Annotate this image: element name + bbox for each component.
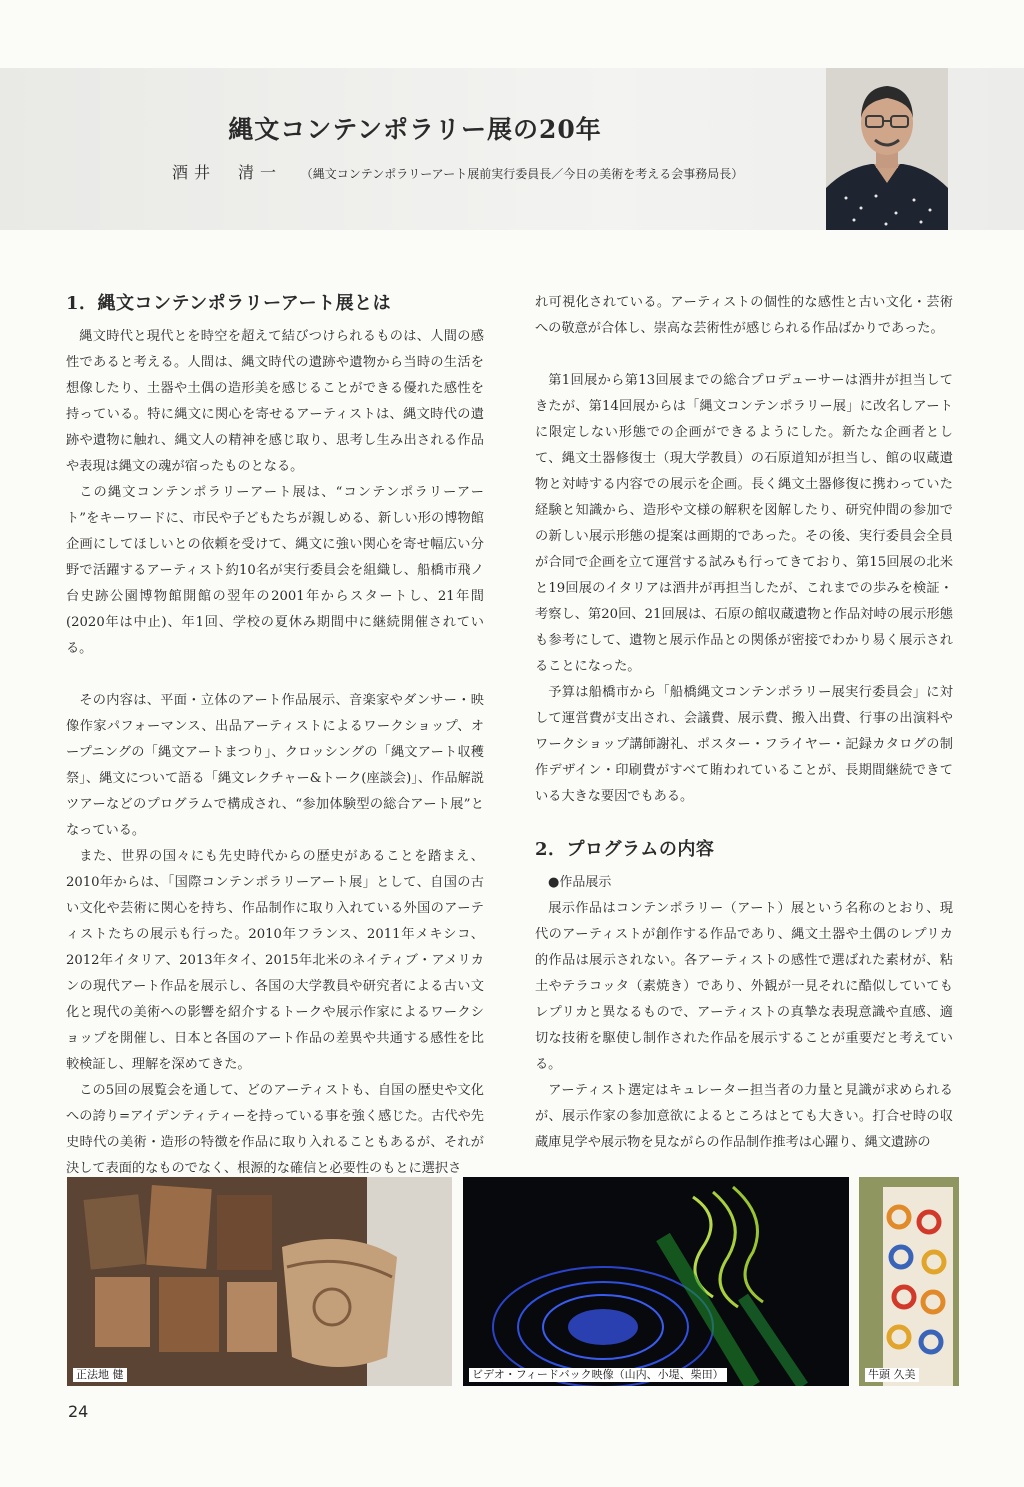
section2-subheading: ●作品展示 — [548, 875, 612, 890]
section2-paragraph: 展示作品はコンテンポラリー（アート）展という名称のとおり、現代のアーティストが創作する作品であり、縄文土器や土偶のレプリカ的作品は展示されない。各アーティストの感性で選ばれた素材が、粘土やテラコッタ（素焼き）であり、外観が一見それに酷似していてもレプリカと異なるもので、アーティストの真摯な表現意識や直感、適切な技術を駆使し制作された作品を展示することが重要だと考えている。 — [535, 901, 953, 1072]
author-role: （縄文コンテンポラリーアート展前実行委員長／今日の美術を考える会事務局長） — [300, 167, 744, 181]
section1-heading: 1．縄文コンテンポラリーアート展とは — [66, 293, 392, 314]
author-portrait — [826, 68, 948, 230]
author-name: 酒井 清一 — [172, 163, 283, 182]
photo-video-feedback — [463, 1177, 849, 1386]
section1-paragraph: この縄文コンテンポラリーアート展は、“コンテンポラリーアート”をキーワードに、市民や子どもたちが親しめる、新しい形の博物館企画にしてほしいとの依頼を受けて、縄文に強い関心を寄せ幅広い分野で活躍するアーティスト約10名が実行委員会を組織し、船橋市飛ノ台史跡公園博物館開館の翌年の2001年からスタートし、21年間(2020年は中止)、年1回、学校の夏休み期間中に継続開催されている。 — [66, 485, 484, 656]
photo-pottery-installation — [67, 1177, 452, 1386]
photo-caption: ビデオ・フィードバック映像（山内、小堤、柴田） — [469, 1368, 727, 1382]
right-column — [535, 290, 953, 1156]
article-title: 縄文コンテンポラリー展の20年 — [228, 115, 602, 144]
right-paragraph: 第1回展から第13回展までの総合プロデューサーは酒井が担当してきたが、第14回展からは「縄文コンテンポラリー展」に改名しアートに限定しない形態での企画ができるようにした。新たな企画者として、縄文土器修復士（現大学教員）の石原道知が担当し、館の収蔵遺物と対峙する内容での展示を企画。長く縄文土器修復に携わっていた経験と知識から、造形や文様の解釈を図解したり、研究仲間の参加での新しい展示形態の提案は画期的であった。その後、実行委員会全員が合同で企画を立て運営する試みも行ってきており、第15回展の北米と19回展のイタリアは酒井が再担当したが、これまでの歩みを検証・考察し、第20回、21回展は、石原の館収蔵遺物と作品対峙の展示形態も参考にして、遺物と展示作品との関係が密接でわかり易く展示されることになった。 — [535, 373, 953, 674]
section1-paragraph: その内容は、平面・立体のアート作品展示、音楽家やダンサー・映像作家パフォーマンス、出品アーティストによるワークショップ、オープニングの「縄文アートまつり」、クロッシングの「縄文アート収穫祭」、縄文について語る「縄文レクチャー&トーク(座談会)」、作品解説ツアーなどのプログラムで構成され、“参加体験型の総合アート展”となっている。 — [66, 693, 484, 838]
left-column — [66, 290, 484, 1182]
continuation-paragraph: れ可視化されている。アーティストの個性的な感性と古い文化・芸術への敬意が合体し、崇高な芸術性が感じられる作品ばかりであった。 — [535, 295, 953, 336]
section1-paragraph: 縄文時代と現代とを時空を超えて結びつけられるものは、人間の感性であると考える。人間は、縄文時代の遺跡や遺物から当時の生活を想像したり、土器や土偶の造形美を感じることができる優れた感性を持っている。特に縄文に関心を寄せるアーティストは、縄文時代の遺跡や遺物に触れ、縄文人の精神を感じ取り、思考し生み出される作品や表現は縄文の魂が宿ったものとなる。 — [66, 329, 484, 474]
section2-heading: 2．プログラムの内容 — [535, 839, 715, 860]
page-number: 24 — [68, 1402, 89, 1421]
photo-caption: 正法地 健 — [73, 1368, 127, 1382]
photo-caption: 牛頭 久美 — [865, 1368, 919, 1382]
section1-paragraph: また、世界の国々にも先史時代からの歴史があることを踏まえ、2010年からは、「国際コンテンポラリーアート展」として、自国の古い文化や芸術に関心を持ち、作品制作に取り入れている外国のアーティストたちの展示も行った。2010年フランス、2011年メキシコ、2012年イタリア、2013年タイ、2015年北米のネイティブ・アメリカンの現代アート作品を展示し、各国の大学教員や研究者による古い文化と現代の美術への影響を紹介するトークや展示作家によるワークショップを開催し、日本と各国のアート作品の差異や共通する感性を比較検証し、理解を深めてきた。 — [66, 849, 484, 1072]
author-line — [172, 160, 743, 183]
section1-paragraph: この5回の展覧会を通して、どのアーティストも、自国の歴史や文化への誇り=アイデンティティーを持っている事を強く感じた。古代や先史時代の美術・造形の特徴を作品に取り入れることもあるが、それが決して表面的なものでなく、根源的な確信と必要性のもとに選択さ — [66, 1083, 484, 1176]
section2-paragraph: アーティスト選定はキュレーター担当者の力量と見識が求められるが、展示作家の参加意欲によるところはとても大きい。打合せ時の収蔵庫見学や展示物を見ながらの作品制作推考は心躍り、縄文遺跡の — [535, 1083, 953, 1150]
right-paragraph: 予算は船橋市から「船橋縄文コンテンポラリー展実行委員会」に対して運営費が支出され、会議費、展示費、搬入出費、行事の出演料やワークショップ講師謝礼、ポスター・フライヤー・記録カタログの制作デザイン・印刷費がすべて賄われていることが、長期間継続できている大きな要因でもある。 — [535, 685, 953, 804]
photo-textile-banner — [859, 1177, 959, 1386]
